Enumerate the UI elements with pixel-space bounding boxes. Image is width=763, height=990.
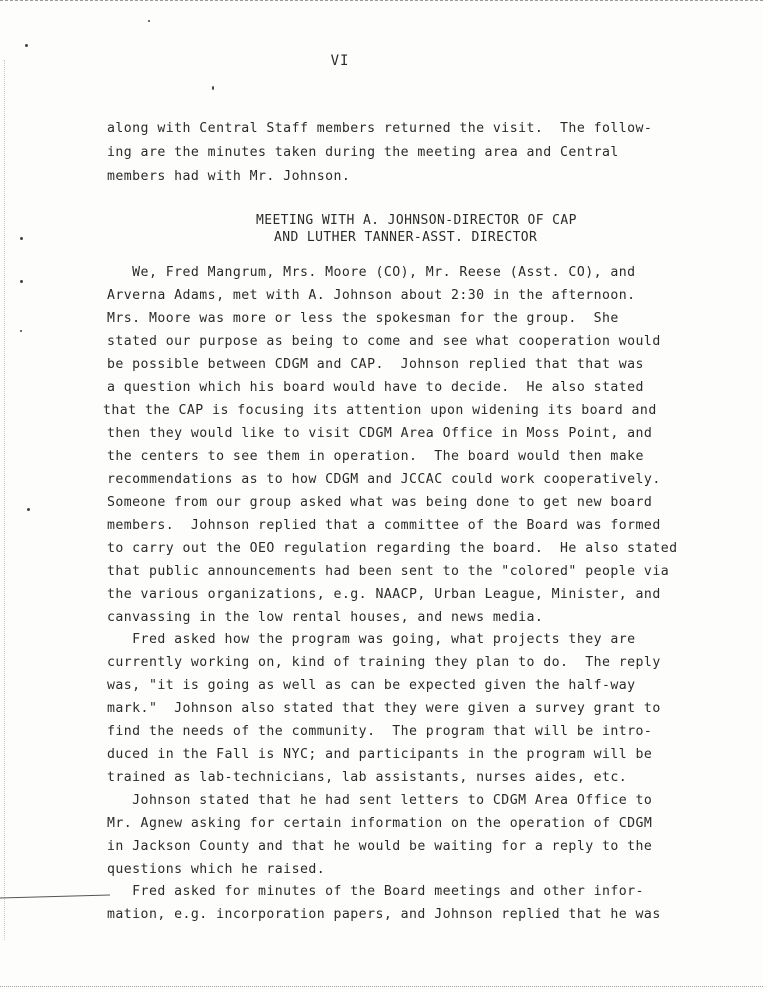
scan-speck (27, 508, 30, 511)
pen-mark (0, 895, 110, 901)
text-line: mation, e.g. incorporation papers, and Johnson replied that he was (107, 907, 661, 922)
text-line: members. Johnson replied that a committee of the Board was formed (107, 518, 661, 533)
scan-speck (212, 86, 214, 90)
text-line: currently working on, kind of training they plan to do. The reply (107, 655, 661, 670)
text-line: along with Central Staff members returned the visit. The follow- (107, 121, 653, 136)
text-line: Someone from our group asked what was being done to get new board (107, 495, 653, 510)
scan-speck (20, 280, 23, 283)
scan-speck (25, 44, 28, 47)
text-line: the centers to see them in operation. The board would then make (107, 449, 644, 464)
text-line: Fred asked for minutes of the Board meetings and other infor- (107, 884, 644, 899)
bottom-border (0, 986, 763, 990)
scan-speck (148, 20, 150, 22)
text-line: to carry out the OEO regulation regarding the board. He also stated (107, 541, 678, 556)
text-line: recommendations as to how CDGM and JCCAC could work cooperatively. (107, 472, 661, 487)
text-line: trained as lab-technicians, lab assistants, nurses aides, etc. (107, 770, 628, 785)
text-line: members had with Mr. Johnson. (107, 169, 351, 184)
text-line: Fred asked how the program was going, what projects they are (107, 632, 636, 647)
text-line: find the needs of the community. The program that will be intro- (107, 724, 653, 739)
section-heading-line-1: MEETING WITH A. JOHNSON-DIRECTOR OF CAP (256, 213, 577, 228)
text-line: ing are the minutes taken during the meeting area and Central (107, 145, 619, 160)
text-line: be possible between CDGM and CAP. Johnson replied that that was (107, 357, 644, 372)
text-line: canvassing in the low rental houses, and news media. (107, 610, 544, 625)
text-line: Arverna Adams, met with A. Johnson about 2:30 in the afternoon. (107, 288, 636, 303)
text-line: Mrs. Moore was more or less the spokesman for the group. She (107, 311, 619, 326)
text-line: duced in the Fall is NYC; and participants in the program will be (107, 747, 653, 762)
text-line: the various organizations, e.g. NAACP, Urban League, Minister, and (107, 587, 661, 602)
section-heading-line-2: AND LUTHER TANNER-ASST. DIRECTOR (274, 230, 538, 245)
text-line: that the CAP is focusing its attention upon widening its board and (103, 403, 657, 418)
text-line: Mr. Agnew asking for certain information on the operation of CDGM (107, 816, 653, 831)
text-line: in Jackson County and that he would be waiting for a reply to the (107, 839, 653, 854)
text-line: We, Fred Mangrum, Mrs. Moore (CO), Mr. Reese (Asst. CO), and (107, 265, 636, 280)
page-number: VI (330, 53, 350, 69)
scan-speck (20, 237, 23, 240)
text-line: stated our purpose as being to come and see what cooperation would (107, 334, 661, 349)
text-line: that public announcements had been sent to the "colored" people via (107, 564, 670, 579)
text-line: Johnson stated that he had sent letters to CDGM Area Office to (107, 793, 653, 808)
text-line: a question which his board would have to decide. He also stated (107, 380, 644, 395)
text-line: mark." Johnson also stated that they were given a survey grant to (107, 701, 661, 716)
top-border (0, 0, 763, 4)
left-edge-artifact (4, 60, 6, 940)
text-line: was, "it is going as well as can be expected given the half-way (107, 678, 636, 693)
text-line: then they would like to visit CDGM Area Office in Moss Point, and (107, 426, 653, 441)
scan-speck (20, 330, 22, 332)
text-line: questions which he raised. (107, 862, 326, 877)
